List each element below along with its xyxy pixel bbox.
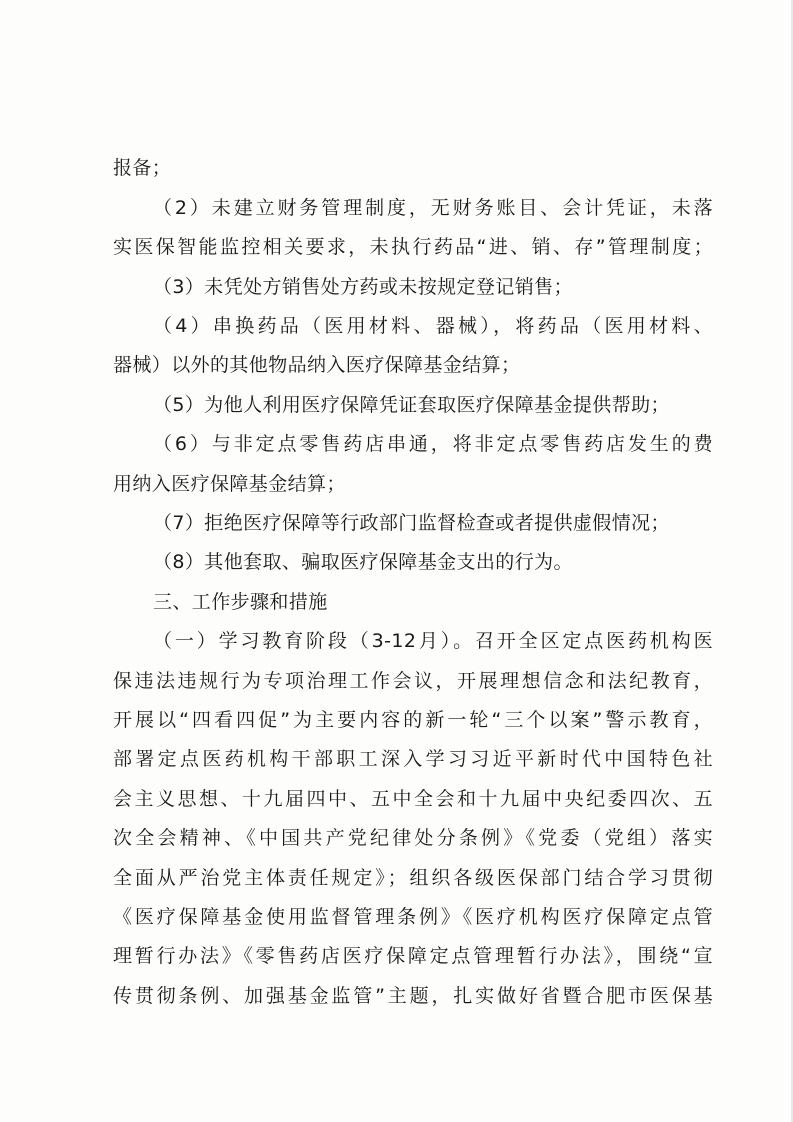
section-heading: 三、工作步骤和措施 [153, 591, 328, 613]
list-item-7: （7）拒绝医疗保障等行政部门监督检查或者提供虚假情况； [153, 512, 670, 534]
text-line: 器械）以外的其他物品纳入医疗保障基金结算； [113, 354, 521, 376]
list-item-5: （5）为他人利用医疗保障凭证套取医疗保障基金提供帮助； [153, 394, 670, 416]
paragraph-line: 理暂行办法》《零售药店医疗保障定点管理暂行办法》，围绕“宣 [113, 945, 713, 967]
list-item-3: （3）未凭处方销售处方药或未按规定登记销售； [153, 276, 573, 298]
text-line: 报备； [113, 157, 172, 179]
list-item-6: （6）与非定点零售药店串通，将非定点零售药店发生的费 [153, 433, 713, 455]
paragraph-line: 会主义思想、十九届四中、五中全会和十九届中央纪委四次、五 [113, 788, 713, 810]
paragraph-line: 部署定点医药机构干部职工深入学习习近平新时代中国特色社 [113, 748, 713, 770]
list-item-2: （2）未建立财务管理制度，无财务账目、会计凭证，未落 [153, 197, 713, 219]
paragraph-line: 《医疗保障基金使用监督管理条例》《医疗机构医疗保障定点管 [113, 906, 713, 928]
paragraph-line: 开展以“四看四促”为主要内容的新一轮“三个以案”警示教育， [113, 709, 713, 731]
paragraph-line: （一）学习教育阶段（3-12月）。召开全区定点医药机构医 [153, 630, 713, 652]
paragraph-line: 保违法违规行为专项治理工作会议，开展理想信念和法纪教育， [113, 670, 713, 692]
text-line: 用纳入医疗保障基金结算； [113, 473, 346, 495]
paragraph-line: 全面从严治党主体责任规定》；组织各级医保部门结合学习贯彻 [113, 867, 713, 889]
list-item-4: （4）串换药品（医用材料、器械），将药品（医用材料、 [153, 315, 713, 337]
paragraph-line: 传贯彻条例、加强基金监管”主题，扎实做好省暨合肥市医保基 [113, 985, 713, 1007]
text-line: 实医保智能监控相关要求，未执行药品“进、销、存”管理制度； [113, 236, 713, 258]
paragraph-line: 次全会精神、《中国共产党纪律处分条例》《党委（党组）落实 [113, 827, 713, 849]
list-item-8: （8）其他套取、骗取医疗保障基金支出的行为。 [153, 551, 573, 573]
